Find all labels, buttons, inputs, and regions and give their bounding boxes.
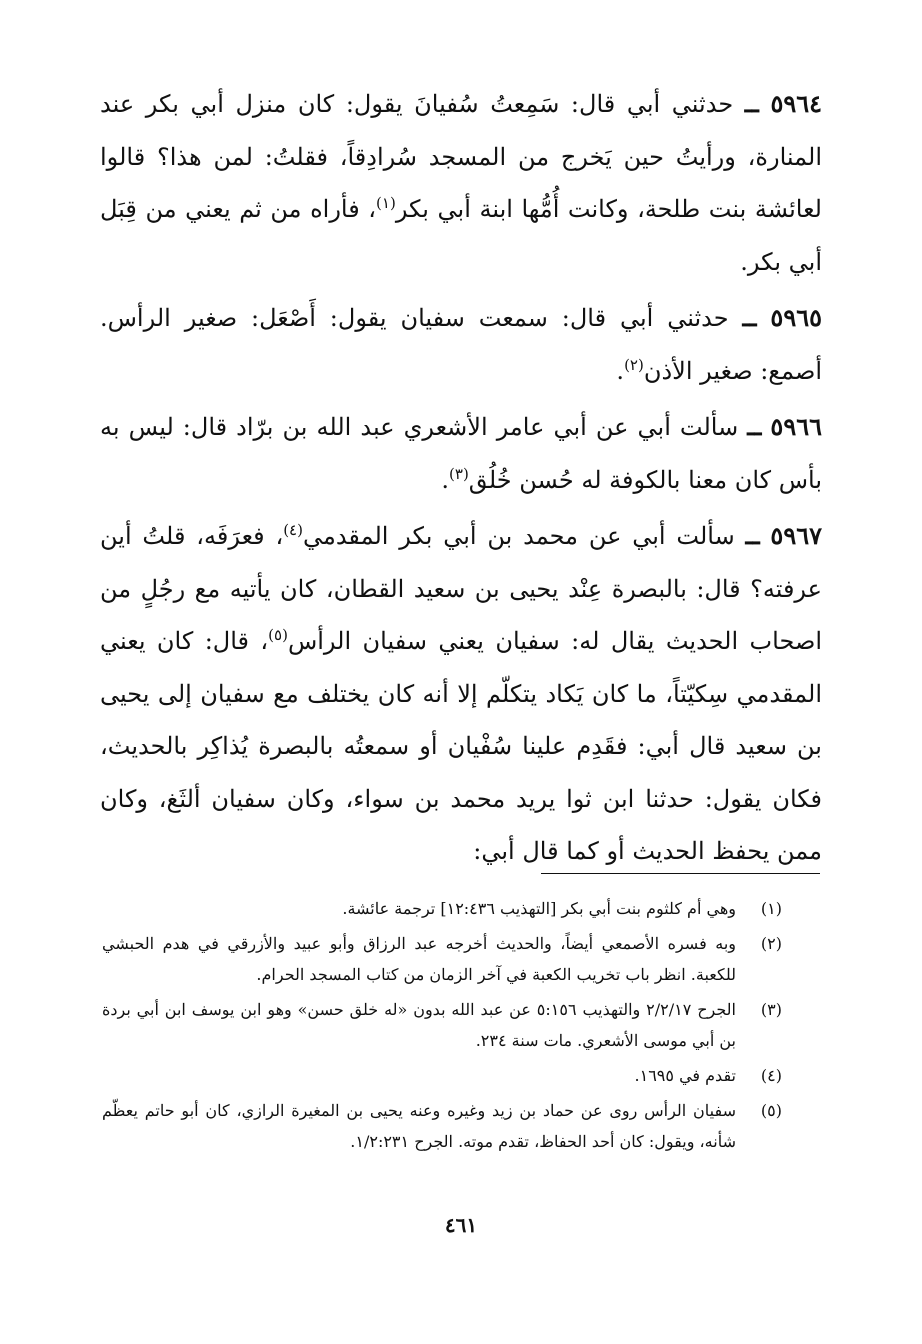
paragraph-dash: ــ — [745, 521, 760, 550]
paragraph-dash: ــ — [744, 89, 759, 118]
paragraph-٥٩٦٤ — [100, 78, 822, 288]
footnote-ref[interactable]: (١) — [376, 194, 396, 212]
paragraph-text: ، قال: كان يعني المقدمي سِكيّتاً، ما كان يَكاد يتكلّم إلا أنه كان يختلف مع سفيان إلى يحيى بن سعيد قال أبي: فقَدِم علينا سُفْيان أو سمعتُه بالبصرة يُذاكِر بالحديث، فكان يقول: حدثنا ابن ثوا يريد محمد بن سواء، وكان سفيان ألثَغ، وكان ممن يحفظ الحديث أو كما قال أبي: — [100, 627, 822, 865]
paragraph-dash: ــ — [747, 412, 762, 441]
footnote — [102, 1095, 792, 1157]
footnote-text: تقدم في ١٦٩٥. — [634, 1066, 736, 1085]
footnote-mark: (٢) — [760, 934, 782, 953]
paragraph-text: ، فأراه من ثم يعني من قِبَل أبي بكر. — [100, 195, 822, 276]
paragraph-number: ٥٩٦٦ — [770, 412, 822, 441]
paragraph-text: حدثني أبي قال: سَمِعتُ سُفيانَ يقول: كان منزل أبي بكر عند المنارة، ورأيتُ حين يَخرج من المسجد سُرادِقاً، فقلتُ: لمن هذا؟ قالوا لعائشة بنت طلحة، وكانت أُمُّها ابنة أبي بكر — [100, 90, 822, 223]
footnote-text: وهي أم كلثوم بنت أبي بكر [التهذيب ١٢:٤٣٦] ترجمة عائشة. — [342, 899, 736, 918]
footnote-mark: (٣) — [760, 1000, 782, 1019]
main-text — [100, 78, 822, 882]
footnote-text: الجرح ٢/٢/١٧ والتهذيب ٥:١٥٦ عن عبد الله بدون «له خلق حسن» وهو ابن يوسف ابن أبي بردة بن أبي موسى الأشعري. مات سنة ٢٣٤. — [102, 1000, 737, 1050]
paragraph-٥٩٦٥ — [100, 292, 822, 397]
page-number: ٤٦١ — [444, 1213, 478, 1237]
footnote — [102, 893, 792, 924]
paragraph-text: . — [616, 356, 625, 385]
paragraph-text: . — [441, 465, 450, 494]
footnote — [102, 1060, 792, 1091]
footnote-mark: (٥) — [760, 1101, 782, 1120]
paragraph-٥٩٦٧ — [100, 510, 822, 878]
footnote-separator — [541, 873, 820, 874]
footnote-ref[interactable]: (٢) — [624, 355, 644, 374]
paragraph-text: سألت أبي عن محمد بن أبي بكر المقدمي — [302, 522, 735, 550]
paragraph-text: ، فعرَفَه، قلتُ أين عرفته؟ قال: بالبصرة عِنْد يحيى بن سعيد القطان، كان يأتيه مع رجُلٍ من اصحاب الحديث يقال له: سفيان يعني سفيان الرأس — [100, 522, 822, 655]
paragraph-text: حدثني أبي قال: سمعت سفيان يقول: أَصْعَل: صغير الرأس. أصمع: صغير الأذن — [100, 304, 822, 385]
footnote-ref[interactable]: (٤) — [283, 521, 303, 539]
footnote — [102, 928, 792, 990]
footnote-text: سفيان الرأس روى عن حماد بن زيد وغيره وعنه يحيى بن المغيرة الرازي، كان أبو حاتم يعظّم شأنه، ويقول: كان أحد الحفاظ، تقدم موته. الجرح ١/٢:٢٣١. — [102, 1101, 736, 1151]
footnote-ref[interactable]: (٣) — [449, 464, 469, 483]
footnote — [102, 994, 792, 1056]
footnotes — [102, 893, 792, 1161]
footnote-text: وبه فسره الأصمعي أيضاً، والحديث أخرجه عبد الرزاق وأبو عبيد والأزرقي في هدم الحبشي للكعبة. انظر باب تخريب الكعبة في آخر الزمان من كتاب المسجد الحرام. — [102, 934, 736, 984]
footnote-mark: (١) — [760, 899, 782, 918]
paragraph-number: ٥٩٦٥ — [770, 303, 822, 332]
footnote-ref[interactable]: (٥) — [268, 626, 288, 644]
paragraph-number: ٥٩٦٧ — [770, 521, 822, 550]
footnote-mark: (٤) — [760, 1066, 782, 1085]
paragraph-text: سألت أبي عن أبي عامر الأشعري عبد الله بن برّاد قال: ليس به بأس كان معنا بالكوفة له حُسن خُلُق — [100, 413, 822, 494]
paragraph-number: ٥٩٦٤ — [770, 89, 822, 118]
paragraph-٥٩٦٦ — [100, 401, 822, 506]
paragraph-dash: ــ — [742, 303, 757, 332]
